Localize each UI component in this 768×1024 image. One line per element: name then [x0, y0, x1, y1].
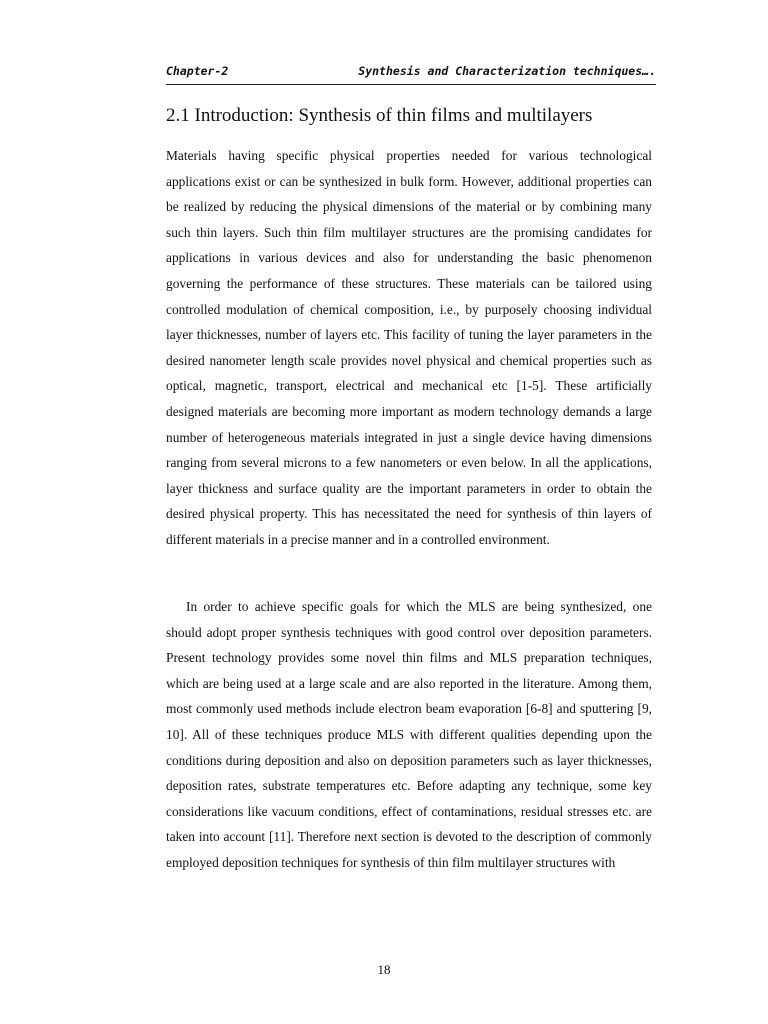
paragraph-synthesis-goals: In order to achieve specific goals for which the MLS are being synthesized, one should adopt proper synthesis techniques with good control over deposition parameters. Present technology provides some novel thin films and MLS preparation techniques, which are being used at a large scale and are also reported in the literature. Among them, most commonly used methods include electron beam evaporation [6-8] and sputtering [9, 10]. All of these techniques produce MLS with different qualities depending upon the conditions during deposition and also on deposition parameters such as layer thicknesses, deposition rates, substrate temperatures etc. Before adapting any technique, some key considerations like vacuum conditions, effect of contaminations, residual stresses etc. are taken into account [11]. Therefore next section is devoted to the description of commonly employed deposition techniques for synthesis of thin film multilayer structures with [166, 599, 652, 870]
page-number: 18 [377, 962, 391, 977]
chapter-label: Chapter-2 [166, 64, 229, 78]
section-heading: 2.1 Introduction: Synthesis of thin films and multilayers [166, 105, 593, 126]
running-title: Synthesis and Characterization techniques…. [358, 64, 656, 78]
page-header [166, 64, 656, 85]
paragraph-intro: Materials having specific physical properties needed for various technological applications exist or can be synthesized in bulk form. However, additional properties can be realized by reducing the physical dimensions of the material or by combining many such thin layers. Such thin film multilayer structures are the promising candidates for applications in various devices and also for understanding the basic phenomenon governing the performance of these structures. These materials can be tailored using controlled modulation of chemical composition, i.e., by purposely choosing individual layer thicknesses, number of layers etc. This facility of tuning the layer parameters in the desired nanometer length scale provides novel physical and chemical properties such as optical, magnetic, transport, electrical and mechanical etc [1-5]. These artificially designed materials are becoming more important as modern technology demands a large number of heterogeneous materials integrated in just a single device having dimensions ranging from several microns to a few nanometers or even below. In all the applications, layer thickness and surface quality are the important parameters in order to obtain the desired physical property. This has necessitated the need for synthesis of thin layers of different materials in a precise manner and in a controlled environment. [166, 148, 652, 547]
